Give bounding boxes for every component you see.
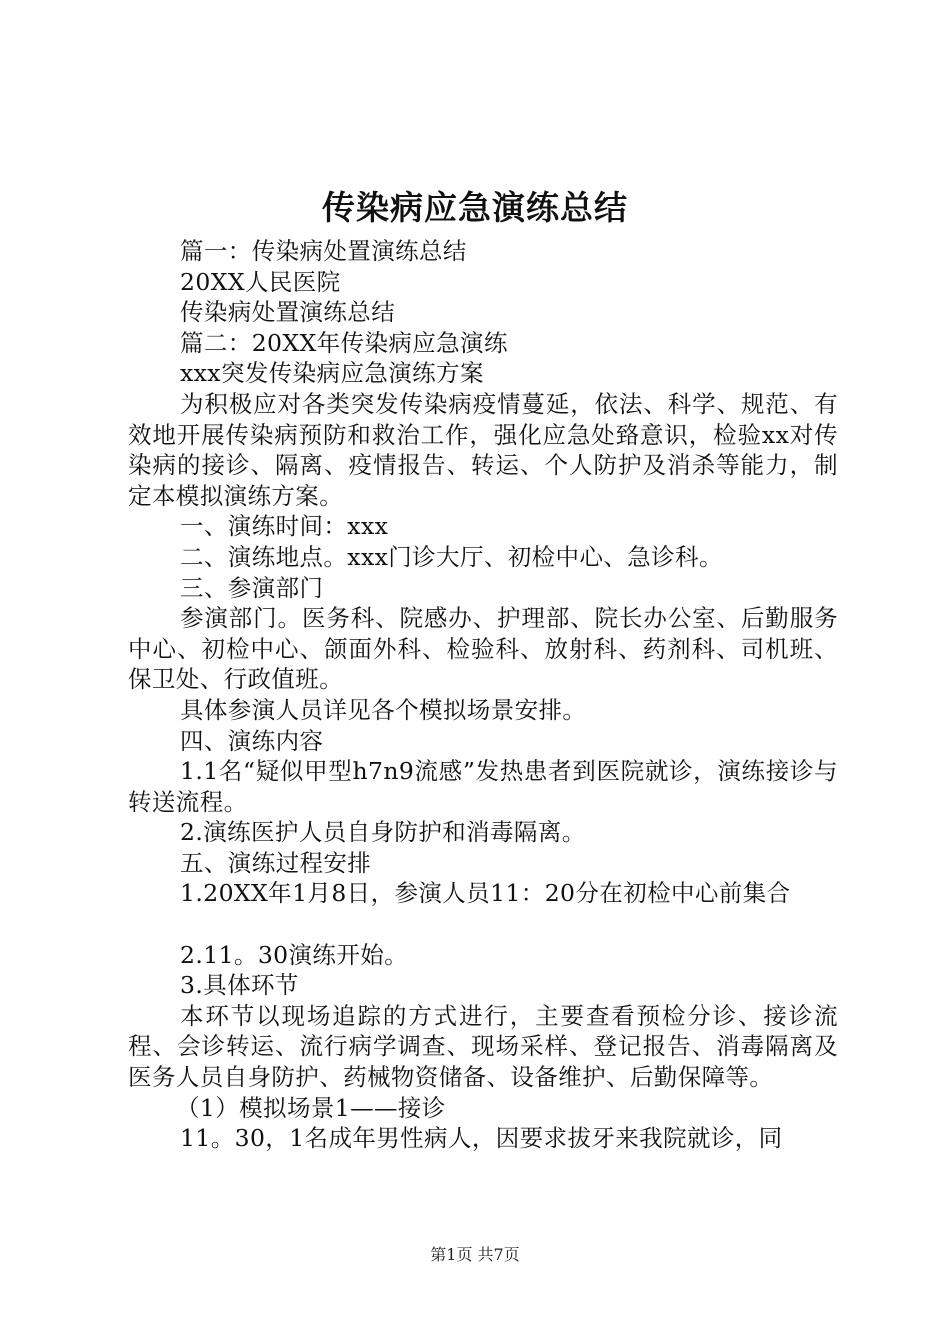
paragraph: 四、演练内容 (180, 726, 324, 755)
paragraph: xxx突发传染病应急演练方案 (180, 359, 484, 388)
paragraph: 11。30，1名成年男性病人，因要求拔牙来我院就诊，同 (180, 1124, 783, 1153)
paragraph: 参演部门。医务科、院感办、护理部、院长办公室、后勤服务中心、初检中心、颌面外科、检验科、放射科、药剂科、司机班、保卫处、行政值班。 (128, 604, 838, 694)
blank-line (128, 909, 838, 940)
paragraph: 3.具体环节 (180, 971, 299, 1000)
paragraph: 为积极应对各类突发传染病疫情蔓延，依法、科学、规范、有效地开展传染病预防和救治工作，强化应急处臵意识，检验xx对传染病的接诊、隔离、疫情报告、转运、个人防护及消杀等能力，制定本模拟演练方案。 (128, 389, 838, 510)
paragraph: 本环节以现场追踪的方式进行，主要查看预检分诊、接诊流程、会诊转运、流行病学调查、现场采样、登记报告、消毒隔离及医务人员自身防护、药械物资储备、设备维护、后勤保障等。 (128, 1001, 838, 1092)
paragraph: 五、演练过程安排 (180, 848, 372, 877)
paragraph: 1.1名“疑似甲型h7n9流感”发热患者到医院就诊，演练接诊与转送流程。 (128, 757, 838, 816)
paragraph: 二、演练地点。xxx门诊大厅、初检中心、急诊科。 (180, 542, 723, 571)
paragraph: 1.20XX年1月8日，参演人员11：20分在初检中心前集合 (180, 879, 791, 908)
paragraph: 传染病处置演练总结 (180, 298, 396, 327)
document-body (128, 236, 838, 1154)
page-footer: 第1页 共7页 (430, 1245, 520, 1264)
paragraph: 三、参演部门 (180, 573, 324, 602)
paragraph: 2.11。30演练开始。 (180, 940, 409, 969)
paragraph: 篇一：传染病处置演练总结 (180, 237, 467, 265)
paragraph: （1）模拟场景1——接诊 (176, 1093, 446, 1122)
paragraph: 具体参演人员详见各个模拟场景安排。 (180, 695, 587, 724)
paragraph: 20XX人民医院 (180, 267, 341, 296)
paragraph: 篇二：20XX年传染病应急演练 (180, 328, 508, 357)
paragraph: 一、演练时间：xxx (180, 512, 389, 541)
paragraph: 2.演练医护人员自身防护和消毒隔离。 (180, 818, 586, 847)
document-title: 传染病应急演练总结 (322, 188, 628, 227)
